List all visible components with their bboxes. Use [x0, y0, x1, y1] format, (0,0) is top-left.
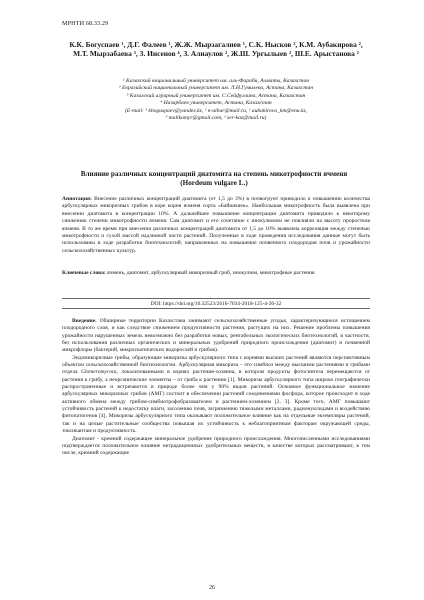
affiliation-1: ¹ Казахский национальный университет им. аль-Фараби, Алматы, Казахстан: [122, 78, 310, 84]
affiliation-4: ⁴ Назарбаев университет, Астана, Казахстан: [160, 100, 272, 107]
affiliation-3: ³ Казахский аграрный университет им. С.Сейфуллина, Астана, Казахстан: [126, 92, 306, 99]
email-line-2: ³ malikamyr@gmail.com, ¹ zer-kaz@mail.ru): [165, 115, 267, 122]
abstract-label: Аннотация:: [62, 196, 92, 202]
divider: [62, 308, 370, 309]
paragraph-diatomite: Диатомит - кремний содержащее минеральное удобрение природного происхождения. Многочисленными исследованиями подтверждается положительное влияние нетрадиционных удобрительных веществ, в качестве которых рассматривают, в том числе, кремний содержащие: [62, 435, 370, 457]
affiliations: [62, 78, 370, 122]
paragraph-introduction: [62, 318, 370, 355]
affiliation-2: ² Евразийский национальный университет им. Л.Н.Гумилева, Астана, Казахстан: [118, 85, 314, 92]
abstract: [62, 196, 370, 255]
keywords-label: Ключевые слова:: [62, 270, 106, 276]
mycorrhiza-text-a: Эндомикоризные грибы, образующие микоризы арбускулярного типа с корнями высших растений являются перспективным объектом сельскохозяйственной биотехнологии. Арбускулярная микориза – это симбиоз между высшими растениями и грибами отдела: [62, 354, 370, 376]
mycorrhiza-text-b: , локализованными в корнях растения-хозяина, в котором продукты фотосинтеза перемещаются от растения к грибу, а неорганические элементы – от гриба к растению [1]. Микоризы арбускулярного типа широко географически распространенные и встречаются в природе более чем у 90% видов растений. Основное функциональное значение арбускулярных микоризных грибов (АМГ) состоит в обеспечении растений соединениями фосфора, которое происходит в ходе активного обмена между грибом-симбиотрофобразователем и растением-хозяином [2, 3]. Кроме того, АМГ повышают устойчивость растений к недостатку влаги, засолению почв, загрязнению тяжелыми металлами, радионуклидами и воздействию фитопатогенов [4]. Микоризы арбускулярного типа оказывают положительное влияние как на отдельные экземпляры растений, так и на целые растительные сообщества повышая их устойчивость к неблагоприятным факторам окружающей среды, токсикантам и продуктивность.: [62, 369, 370, 435]
abstract-text: Внесение различных концентраций диатомита (от 1,5 до 3%) в почвогрунт приводило к повышению количества арбускулярных микоризных грибов в коре корня ячменя сорта «Байшешек». Наибольшая микотрофность была выявлена при внесении диатомита в концентрации 10%. А дальнейшее повышение концентрации диатомита приводило к некоторому снижению степени микотрофности ячменя. Сам диатомит и его сочетание с инокулюмом не повлияли на высоту проростков ячменя. В то же время при внесении различных концентраций диатомита от 1,5 до 10% выявлена корреляция между степенью микотрофности и сухой массой надземной части растений. Полученные в ходе проведения исследования данные могут быть использованы в ходе разработки биотехнологий, направленных на повышение почвенного плодородия почв и урожайности сельскохозяйственных культур.: [62, 196, 370, 254]
paragraph-mycorrhiza: [62, 355, 370, 436]
intro-label: Введение.: [72, 318, 97, 324]
article-body: [62, 318, 370, 458]
udc-code: МРНТИ 68.33.29: [62, 20, 109, 27]
keywords-text: ячмень, диатомит, арбускулярный микоризный гриб, инокулюм, микотрофные растения: [107, 270, 315, 276]
title-line-2: (Hordeum vulgare L.): [180, 179, 248, 188]
author-list: К.К. Богуспаев ¹, Д.Г. Фалеев ¹, Ж.Ж. Мырзагалиев ¹, С.К. Нысков ², К.М. Аубакирова ², М.Т. Мырзабаева ³, З. Инсенов ⁴, З. Алиаулов ², Ж.Ш. Ургылыев ², Ш.Е. Арыстанова ²: [69, 40, 363, 59]
keywords: [62, 270, 370, 277]
page-number: 26: [209, 585, 215, 591]
doi-link[interactable]: DOI: https://doi.org/10.32523/2616-7034-2018-125-4-26-32: [62, 298, 370, 307]
genus-name: Glomeromycota: [80, 369, 117, 376]
title-line-1: Влияние различных концентраций диатомита на степень микотрофности ячменя: [80, 170, 348, 178]
intro-text: Обширные территории Казахстана занимают сельскохозяйственные угодья, характеризующиеся истощением плодородного слоя, и как следствие снижением продуктивности растения, растущих на них. Решение проблемы повышения урожайности нарушенных земель невозможно без разработки новых, рентабельных экологических биотехнологий, в частности, без использования различных органических и минеральных удобрений природного происхождения (диатомит) и почвенной микрофлоры (бактерий, микроскопических водорослей и грибов).: [62, 318, 371, 354]
email-line-1: (E-mail: ¹ kboguspaev@yandex.kz, ² n-aibar@mail.ru, ² aubakirova_km@enu.kz,: [124, 107, 308, 114]
article-title: [52, 170, 376, 188]
